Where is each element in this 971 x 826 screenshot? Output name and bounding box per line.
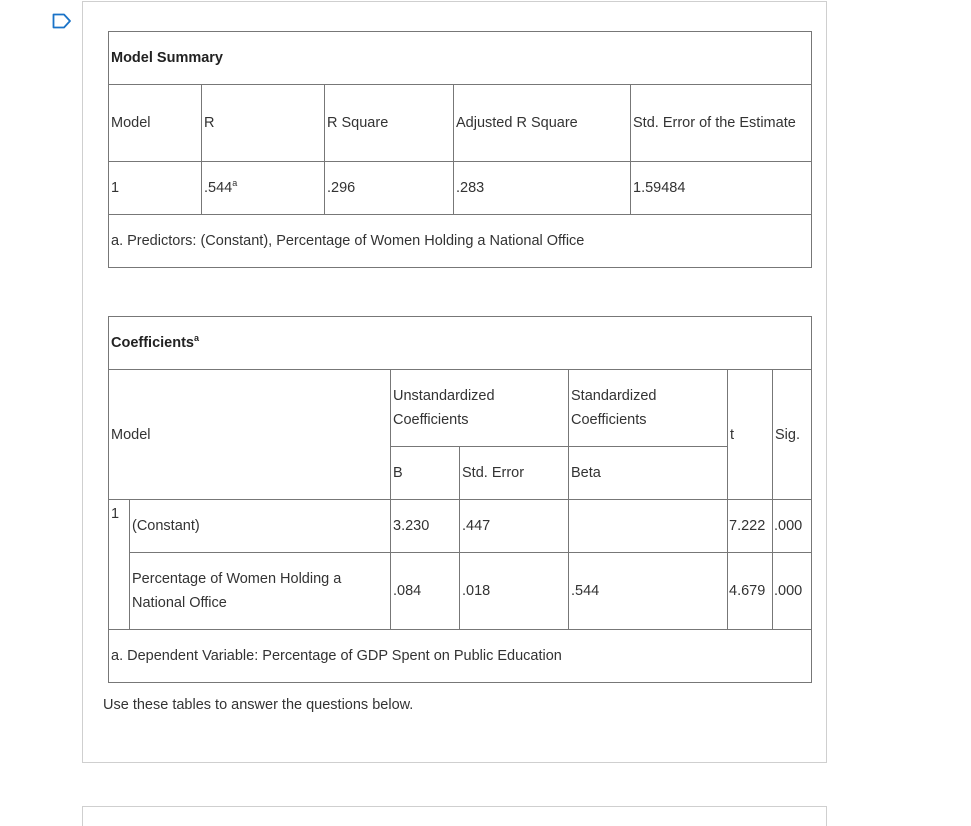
cell-beta — [569, 500, 728, 553]
cell-r — [202, 162, 325, 215]
model-summary-footnote: a. Predictors: (Constant), Percentage of Women Holding a National Office — [109, 215, 812, 268]
header-std-error-estimate: Std. Error of the Estimate — [631, 85, 812, 162]
header-adjusted-r-square: Adjusted R Square — [454, 85, 631, 162]
cell-t: 4.679 — [728, 553, 773, 630]
header-model: Model — [109, 370, 391, 500]
cell-model-number: 1 — [109, 500, 130, 630]
next-card — [82, 806, 827, 826]
cell-std-error: .018 — [460, 553, 569, 630]
cell-b: 3.230 — [391, 500, 460, 553]
header-b: B — [391, 447, 460, 500]
cell-r-square: .296 — [325, 162, 454, 215]
coefficients-title — [109, 317, 812, 370]
header-beta: Beta — [569, 447, 728, 500]
cell-r-value: .544 — [204, 180, 233, 196]
cell-b: .084 — [391, 553, 460, 630]
cell-beta: .544 — [569, 553, 728, 630]
coefficients-footnote: a. Dependent Variable: Percentage of GDP Spent on Public Education — [109, 630, 812, 683]
cell-t: 7.222 — [728, 500, 773, 553]
cell-sig: .000 — [773, 553, 812, 630]
cell-label: (Constant) — [130, 500, 391, 553]
coefficients-title-footnote-mark: a — [194, 333, 200, 344]
instruction-text: Use these tables to answer the questions below. — [103, 697, 414, 713]
header-r: R — [202, 85, 325, 162]
header-unstandardized: Unstandardized Coefficients — [391, 370, 569, 447]
cell-sig: .000 — [773, 500, 812, 553]
coefficients-title-text: Coefficients — [111, 335, 194, 351]
header-standardized: Standardized Coefficients — [569, 370, 728, 447]
cell-model: 1 — [109, 162, 202, 215]
model-summary-title: Model Summary — [109, 32, 812, 85]
flag-icon[interactable] — [52, 13, 72, 29]
header-t: t — [728, 370, 773, 500]
cell-std-error: .447 — [460, 500, 569, 553]
cell-std-error: 1.59484 — [631, 162, 812, 215]
table-row — [109, 500, 812, 553]
header-std-error: Std. Error — [460, 447, 569, 500]
header-sig: Sig. — [773, 370, 812, 500]
header-model: Model — [109, 85, 202, 162]
cell-label: Percentage of Women Holding a National Office — [130, 553, 391, 630]
model-summary-table — [108, 31, 812, 268]
table-row — [109, 553, 812, 630]
header-r-square: R Square — [325, 85, 454, 162]
coefficients-table — [108, 316, 812, 683]
cell-r-footnote-mark: a — [232, 178, 238, 189]
cell-adjusted-r-square: .283 — [454, 162, 631, 215]
